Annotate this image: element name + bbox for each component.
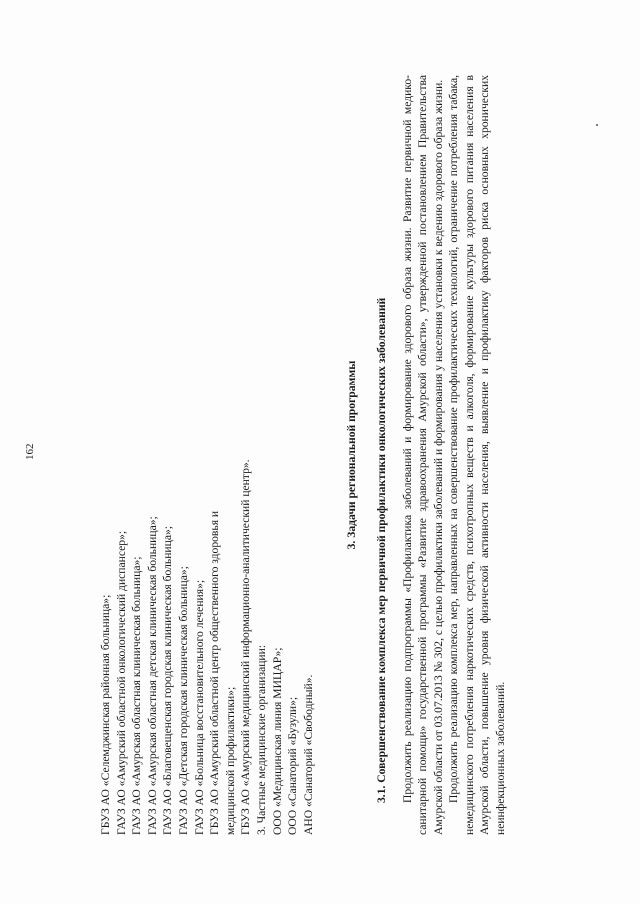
paragraph: Продолжить реализацию комплекса мер, направленных на совершенствование профилактических технологий, ограничение потребления табака, немедицинского потребления наркотических средств, психотропных веществ и алкоголя, формирование культуры здорового питания населения в Амурской области, повышение уровня физической активности населения, выявление и профилактику факторов риска основных хронических неинфекционных заболеваний. [447, 75, 508, 835]
paragraph: Продолжить реализацию подпрограммы «Профилактика заболеваний и формирование здорового образа жизни. Развитие первичной медико-санитарной помощи» государственной программы «Развитие здравоохранения Амурской области», утвержденной постановлением Правительства Амурской области от 03.07.2013 № 302, с целью профилактики заболеваний и формирования у населения установки к ведению здорового образа жизни. [400, 75, 445, 835]
list-item: 3. Частные медицинские организации: [254, 644, 268, 835]
list-item: ООО «Медицинская линия МИЦАР»; [270, 647, 284, 835]
page-number: 162 [24, 443, 36, 460]
list-item: АНО «Санаторий «Свободный». [301, 674, 315, 835]
list-item: ГАУЗ АО «Амурская областная детская клиническая больница»; [145, 516, 159, 835]
list-item: ГАУЗ АО «Детская городская клиническая больница»; [176, 566, 190, 835]
scan-speck [596, 124, 598, 126]
rotated-content [98, 75, 509, 835]
list-item: ООО «Санаторий «Бузули»; [286, 696, 300, 835]
subsection-title: 3.1. Совершенствование комплекса мер первичной профилактики онкологических заболеваний [374, 297, 388, 803]
list-item: ГБУЗ АО «Амурский областной центр общественного здоровья и медицинской профилактики»; [208, 510, 237, 835]
list-item: ГАУЗ АО «Амурский областной онкологический диспансер»; [114, 530, 128, 835]
list-item: ГАУЗ АО «Больница восстановительного лечения»; [192, 579, 206, 835]
section-title: 3. Задачи региональной программы [345, 360, 359, 550]
list-item: ГАУЗ АО «Амурская областная клиническая больница»; [130, 556, 144, 835]
list-item: ГБУЗ АО «Селемджинская районная больница»; [99, 594, 112, 835]
list-item: ГАУЗ АО «Благовещенская городская клиническая больница»; [161, 526, 175, 835]
list-item: ГБУЗ АО «Амурский медицинский информационно-аналитический центр». [239, 459, 253, 835]
organization-list [98, 75, 316, 835]
